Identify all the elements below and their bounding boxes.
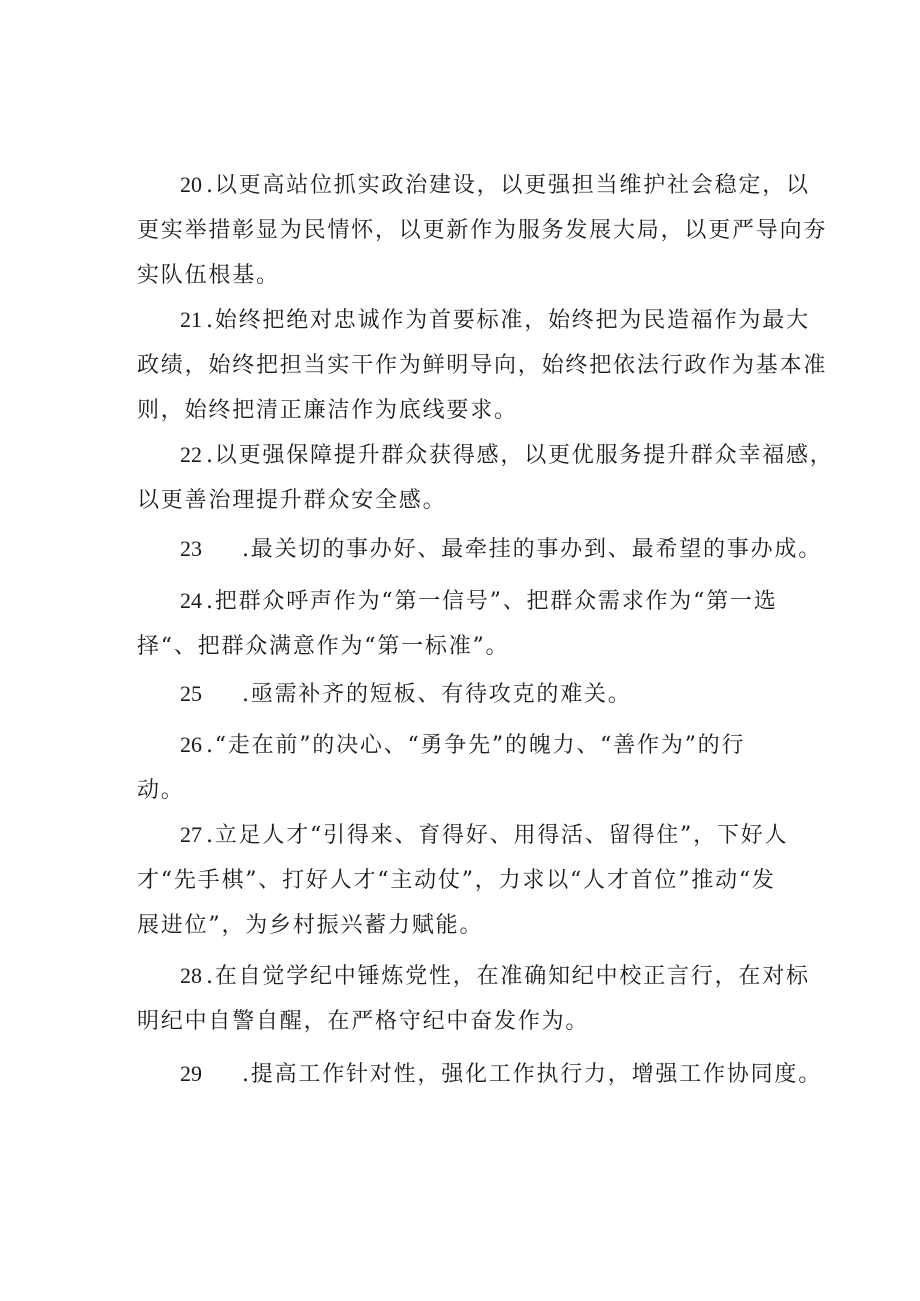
list-item-27 xyxy=(137,812,805,948)
paragraph-line xyxy=(137,578,805,624)
item-number: 26 xyxy=(180,732,202,757)
item-number: 27 xyxy=(180,822,202,847)
paragraph-text: .亟需补齐的短板、有待攻克的难关。 xyxy=(242,682,632,707)
paragraph-text: .立足人才“引得来、育得好、用得活、留得住”，下好人 xyxy=(206,823,789,848)
paragraph-line: 实队伍根基。 xyxy=(137,263,280,288)
paragraph-line: 择“、把群众满意作为“第一标准”。 xyxy=(137,634,510,659)
item-number: 28 xyxy=(180,963,202,988)
paragraph-text: .以更高站位抓实政治建设，以更强担当维护社会稳定，以 xyxy=(206,173,810,198)
item-number: 23 xyxy=(180,536,202,561)
paragraph-line xyxy=(137,1051,822,1097)
paragraph-line xyxy=(137,526,822,572)
paragraph-line: 明纪中自警自醒，在严格守纪中奋发作为。 xyxy=(137,1009,590,1034)
item-number: 22 xyxy=(180,442,202,467)
paragraph-line: 动。 xyxy=(137,778,185,803)
paragraph-line xyxy=(137,297,810,343)
paragraph-line xyxy=(137,671,805,717)
paragraph-line xyxy=(137,812,805,858)
paragraph-line: 以更善治理提升群众安全感。 xyxy=(137,488,447,513)
paragraph-text: .提高工作针对性，强化工作执行力，增强工作协同度。 xyxy=(242,1062,822,1087)
item-number: 21 xyxy=(180,307,202,332)
list-item-22 xyxy=(137,432,834,523)
list-item-21 xyxy=(137,297,828,433)
list-item-24 xyxy=(137,578,805,669)
paragraph-line xyxy=(137,162,810,208)
paragraph-text: .最关切的事办好、最牵挂的事办到、最希望的事办成。 xyxy=(242,537,822,562)
paragraph-text: .在自觉学纪中锤炼党性，在准确知纪中校正言行，在对标 xyxy=(206,964,810,989)
list-item-26 xyxy=(137,722,805,813)
paragraph-text: .“走在前”的决心、“勇争先”的魄力、“善作为”的行 xyxy=(206,733,746,758)
item-number: 29 xyxy=(180,1061,202,1086)
list-item-23 xyxy=(137,526,822,572)
item-number: 25 xyxy=(180,681,202,706)
item-number: 20 xyxy=(180,172,202,197)
paragraph-text: .把群众呼声作为“第一信号”、把群众需求作为“第一选 xyxy=(206,589,778,614)
paragraph-line xyxy=(137,722,805,768)
paragraph-text: .以更强保障提升群众获得感，以更优服务提升群众幸福感， xyxy=(206,443,834,468)
paragraph-line: 则，始终把清正廉洁作为底线要求。 xyxy=(137,398,518,423)
paragraph-line xyxy=(137,953,810,999)
paragraph-text: .始终把绝对忠诚作为首要标准，始终把为民造福作为最大 xyxy=(206,308,810,333)
paragraph-line: 才“先手棋”、打好人才“主动仗”，力求以“人才首位”推动“发 xyxy=(137,868,776,893)
item-number: 24 xyxy=(180,588,202,613)
paragraph-line: 展进位”，为乡村振兴蓄力赋能。 xyxy=(137,913,484,938)
list-item-25 xyxy=(137,671,805,717)
list-item-29 xyxy=(137,1051,822,1097)
paragraph-line: 更实举措彰显为民情怀，以更新作为服务发展大局，以更严导向夯 xyxy=(137,218,828,243)
paragraph-line xyxy=(137,432,834,478)
list-item-20 xyxy=(137,162,828,298)
paragraph-line: 政绩，始终把担当实干作为鲜明导向，始终把依法行政作为基本准 xyxy=(137,353,828,378)
list-item-28 xyxy=(137,953,810,1044)
